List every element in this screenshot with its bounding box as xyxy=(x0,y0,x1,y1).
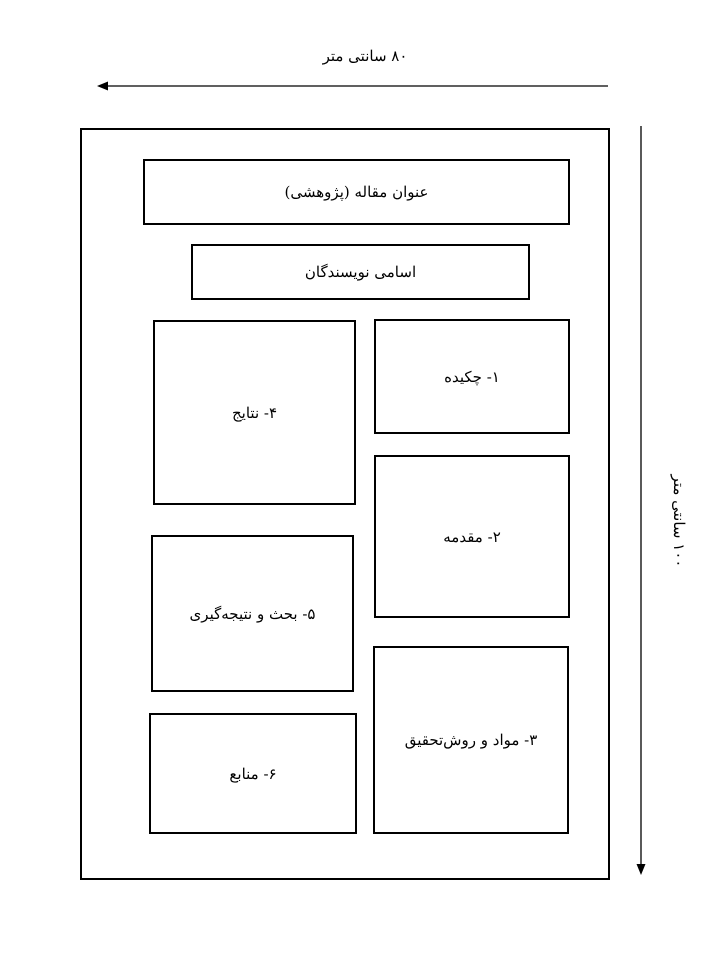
authors-box: اسامی نویسندگان xyxy=(191,244,530,300)
references-box: ۶- منابع xyxy=(149,713,357,834)
title-box: عنوان مقاله (پژوهشی) xyxy=(143,159,570,225)
abstract-box: ۱- چکیده xyxy=(374,319,570,434)
introduction-box: ۲- مقدمه xyxy=(374,455,570,618)
height-arrow xyxy=(637,126,646,875)
discussion-box: ۵- بحث و نتیجه‌گیری xyxy=(151,535,354,692)
width-label: ۸۰ سانتی متر xyxy=(322,47,408,65)
width-arrow xyxy=(97,82,608,91)
height-label: ۱۰۰ سانتی متر xyxy=(670,474,688,568)
methods-box: ۳- مواد و روش‌تحقیق xyxy=(373,646,569,834)
results-box: ۴- نتایج xyxy=(153,320,356,505)
